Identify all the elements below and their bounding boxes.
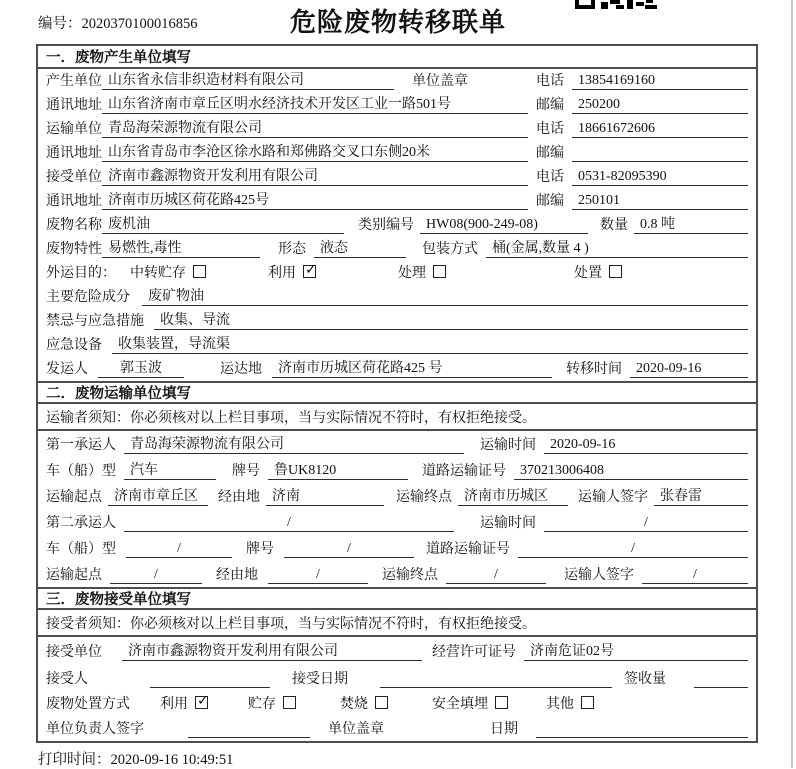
accept-unit-label: 接受单位 — [46, 645, 102, 660]
plate-label: 牌号 — [246, 542, 274, 557]
seal-label: 单位盖章 — [412, 74, 468, 89]
postal-label: 邮编 — [536, 98, 564, 113]
packing-field: 桶(金属,数量 4 ) — [486, 237, 748, 258]
transporter-sign1-field: 张春雷 — [654, 485, 748, 506]
receiver-phone-field: 0531-82095390 — [572, 169, 748, 186]
outbound-purpose-row — [38, 261, 756, 285]
transporter-label: 运输单位 — [46, 122, 102, 137]
checkbox-icon — [195, 696, 208, 709]
waste-name-row — [38, 213, 756, 237]
transporter-sign2-field: / — [642, 567, 748, 584]
serial-label: 编号： — [38, 16, 82, 32]
producer-label: 产生单位 — [46, 74, 102, 89]
road-license2-field: / — [518, 541, 748, 558]
transfer-form — [36, 44, 758, 743]
address-label: 通讯地址 — [46, 98, 102, 113]
disposal-option-landfill — [432, 693, 508, 713]
waste-property-row — [38, 237, 756, 261]
page-right-edge — [791, 0, 793, 768]
plate-label: 牌号 — [232, 464, 260, 479]
category-field: HW08(900-249-08) — [420, 217, 588, 234]
section3-header: 三．废物接受单位填写 — [38, 587, 756, 610]
date-label: 日期 — [490, 722, 518, 737]
receiver-label: 接受单位 — [46, 170, 102, 185]
date-field — [536, 737, 748, 738]
transporter-address-field: 山东省青岛市李沧区徐水路和郑佛路交叉口东侧20米 — [102, 141, 528, 162]
disposal-option-incinerate — [340, 693, 388, 713]
transport-time2-field: / — [544, 515, 748, 532]
recipient-row — [38, 664, 756, 691]
serial-value: 2020370100016856 — [81, 16, 198, 32]
phone-label: 电话 — [536, 170, 564, 185]
endpoint1-field: 济南市历城区 — [458, 485, 568, 506]
destination-label: 运达地 — [220, 362, 262, 377]
property-label: 废物特性 — [46, 242, 102, 257]
vehicle-type-label: 车（船）型 — [46, 542, 116, 557]
checkbox-icon — [581, 696, 594, 709]
transfer-time-field: 2020-09-16 — [630, 361, 748, 378]
shipper-label: 发运人 — [46, 362, 88, 377]
accept-unit-field: 济南市鑫源物资开发利用有限公司 — [122, 640, 422, 661]
checkbox-icon — [495, 696, 508, 709]
recipient-field — [150, 687, 270, 688]
unit-seal-label: 单位盖章 — [328, 722, 384, 737]
producer-address-field: 山东省济南市章丘区明水经济技术开发区工业一路501号 — [102, 93, 528, 114]
accept-date-field — [380, 687, 612, 688]
notice-label: 运输者须知： — [46, 410, 130, 426]
shipper-row — [38, 357, 756, 381]
producer-postal-field: 250200 — [572, 97, 748, 114]
phone-label: 电话 — [536, 122, 564, 137]
taboo-row — [38, 309, 756, 333]
transporter-row — [38, 117, 756, 141]
vehicle2-row — [38, 535, 756, 561]
transporter-sign-label: 运输人签字 — [578, 490, 648, 505]
purpose-option-utilize — [268, 262, 316, 282]
main-hazard-row — [38, 285, 756, 309]
checkbox-label: 其他 — [546, 696, 574, 712]
packing-label: 包装方式 — [422, 242, 478, 257]
responsible-sign-row — [38, 717, 756, 741]
taboo-label: 禁忌与应急措施 — [46, 314, 144, 329]
form-field: 液态 — [314, 237, 406, 258]
transport-time-label: 运输时间 — [480, 516, 536, 531]
disposal-label: 废物处置方式 — [46, 696, 130, 712]
via-label: 经由地 — [216, 568, 258, 583]
permit-label: 经营许可证号 — [432, 645, 516, 660]
disposal-option-store — [248, 693, 296, 713]
vehicle1-type-field: 汽车 — [124, 459, 216, 480]
page-title: 危险废物转移联单 — [289, 7, 506, 37]
notice-label: 接受者须知： — [46, 616, 130, 632]
via1-field: 济南 — [266, 485, 384, 506]
transfer-time-label: 转移时间 — [566, 362, 622, 377]
transport-time-label: 运输时间 — [480, 438, 536, 453]
accept-unit-row — [38, 637, 756, 664]
print-time — [38, 748, 233, 769]
qr-code-icon — [575, 0, 657, 10]
carrier2-field: / — [124, 515, 454, 532]
checkbox-icon — [375, 696, 388, 709]
producer-address-row — [38, 93, 756, 117]
document-header — [0, 0, 796, 44]
disposal-method-row — [38, 691, 756, 717]
transporter-notice-row — [38, 404, 756, 431]
equipment-field: 收集装置，导流渠 — [112, 333, 748, 354]
checkbox-label: 安全填埋 — [432, 696, 488, 712]
print-time-value: 2020-09-16 10:49:51 — [110, 752, 234, 768]
plate2-field: / — [284, 541, 414, 558]
receiver-notice-row — [38, 610, 756, 637]
hazard-label: 主要危险成分 — [46, 290, 130, 305]
hazard-field: 废矿物油 — [142, 285, 748, 306]
endpoint-label: 运输终点 — [382, 568, 438, 583]
responsible-sign-label: 单位负责人签字 — [46, 722, 144, 737]
checkbox-icon — [609, 265, 622, 278]
signed-quantity-field — [694, 687, 748, 688]
phone-label: 电话 — [536, 74, 564, 89]
checkbox-icon — [193, 265, 206, 278]
disposal-option-utilize — [160, 693, 208, 713]
section2-header: 二．废物运输单位填写 — [38, 381, 756, 404]
origin2-field: / — [110, 567, 202, 584]
checkbox-label: 焚烧 — [340, 696, 368, 712]
waste-name-label: 废物名称 — [46, 218, 102, 233]
origin1-field: 济南市章丘区 — [108, 485, 208, 506]
category-label: 类别编号 — [358, 218, 414, 233]
endpoint2-field: / — [446, 567, 546, 584]
shipper-field: 郭玉波 — [98, 357, 184, 378]
print-time-label: 打印时间： — [38, 752, 111, 768]
responsible-sign-field — [188, 737, 310, 738]
checkbox-icon — [433, 265, 446, 278]
property-field: 易燃性,毒性 — [102, 237, 260, 258]
form-label: 形态 — [278, 242, 306, 257]
endpoint-label: 运输终点 — [396, 490, 452, 505]
carrier1-field: 青岛海荣源物流有限公司 — [124, 433, 464, 454]
receiver-row — [38, 165, 756, 189]
disposal-option-other — [546, 693, 594, 713]
checkbox-icon — [303, 265, 316, 278]
producer-row — [38, 69, 756, 93]
postal-label: 邮编 — [536, 194, 564, 209]
via-label: 经由地 — [218, 490, 260, 505]
receiver-field: 济南市鑫源物资开发利用有限公司 — [102, 165, 528, 186]
checkbox-label: 中转贮存 — [130, 265, 186, 281]
checkbox-label: 利用 — [268, 265, 296, 281]
postal-label: 邮编 — [536, 146, 564, 161]
vehicle1-row — [38, 457, 756, 483]
transport-time1-field: 2020-09-16 — [544, 437, 748, 454]
recipient-label: 接受人 — [46, 672, 88, 687]
first-carrier-row — [38, 431, 756, 457]
route1-row — [38, 483, 756, 509]
vehicle-type-label: 车（船）型 — [46, 464, 116, 479]
road-license1-field: 370213006408 — [514, 463, 748, 480]
taboo-field: 收集、导流 — [154, 309, 748, 330]
emergency-equipment-row — [38, 333, 756, 357]
permit-field: 济南危证02号 — [524, 640, 748, 661]
checkbox-label: 处置 — [574, 265, 602, 281]
quantity-label: 数量 — [600, 218, 628, 233]
road-license-label: 道路运输证号 — [422, 464, 506, 479]
second-carrier-row — [38, 509, 756, 535]
address-label: 通讯地址 — [46, 146, 102, 161]
purpose-option-treat — [398, 262, 446, 282]
receiver-postal-field: 250101 — [572, 193, 748, 210]
section1-header: 一．废物产生单位填写 — [38, 46, 756, 69]
producer-phone-field: 13854169160 — [572, 73, 748, 90]
origin-label: 运输起点 — [46, 568, 102, 583]
notice-text: 你必须核对以上栏目事项，当与实际情况不符时，有权拒绝接受。 — [130, 410, 536, 426]
carrier1-label: 第一承运人 — [46, 438, 116, 453]
checkbox-icon — [283, 696, 296, 709]
waste-name-field: 废机油 — [102, 213, 344, 234]
purpose-option-transfer-storage — [130, 262, 206, 282]
notice-text: 你必须核对以上栏目事项，当与实际情况不符时，有权拒绝接受。 — [130, 616, 536, 632]
receiver-address-row — [38, 189, 756, 213]
route2-row — [38, 561, 756, 587]
transporter-postal-field — [572, 161, 748, 162]
origin-label: 运输起点 — [46, 490, 102, 505]
carrier2-label: 第二承运人 — [46, 516, 116, 531]
address-label: 通讯地址 — [46, 194, 102, 209]
checkbox-label: 处理 — [398, 265, 426, 281]
quantity-field: 0.8 吨 — [634, 213, 748, 234]
transporter-field: 青岛海荣源物流有限公司 — [102, 117, 528, 138]
purpose-option-dispose — [574, 262, 622, 282]
receiver-address-field: 济南市历城区荷花路425号 — [102, 189, 528, 210]
destination-field: 济南市历城区荷花路425 号 — [272, 357, 552, 378]
accept-date-label: 接受日期 — [292, 672, 348, 687]
plate1-field: 鲁UK8120 — [268, 459, 408, 480]
transporter-phone-field: 18661672606 — [572, 121, 748, 138]
checkbox-label: 利用 — [160, 696, 188, 712]
equipment-label: 应急设备 — [46, 338, 102, 353]
producer-field: 山东省永信非织造材料有限公司 — [102, 69, 394, 90]
transporter-sign-label: 运输人签字 — [564, 568, 634, 583]
checkbox-label: 贮存 — [248, 696, 276, 712]
road-license-label: 道路运输证号 — [426, 542, 510, 557]
purpose-label: 外运目的： — [46, 265, 116, 281]
signed-quantity-label: 签收量 — [624, 672, 666, 687]
transporter-address-row — [38, 141, 756, 165]
via2-field: / — [268, 567, 368, 584]
vehicle2-type-field: / — [126, 541, 232, 558]
